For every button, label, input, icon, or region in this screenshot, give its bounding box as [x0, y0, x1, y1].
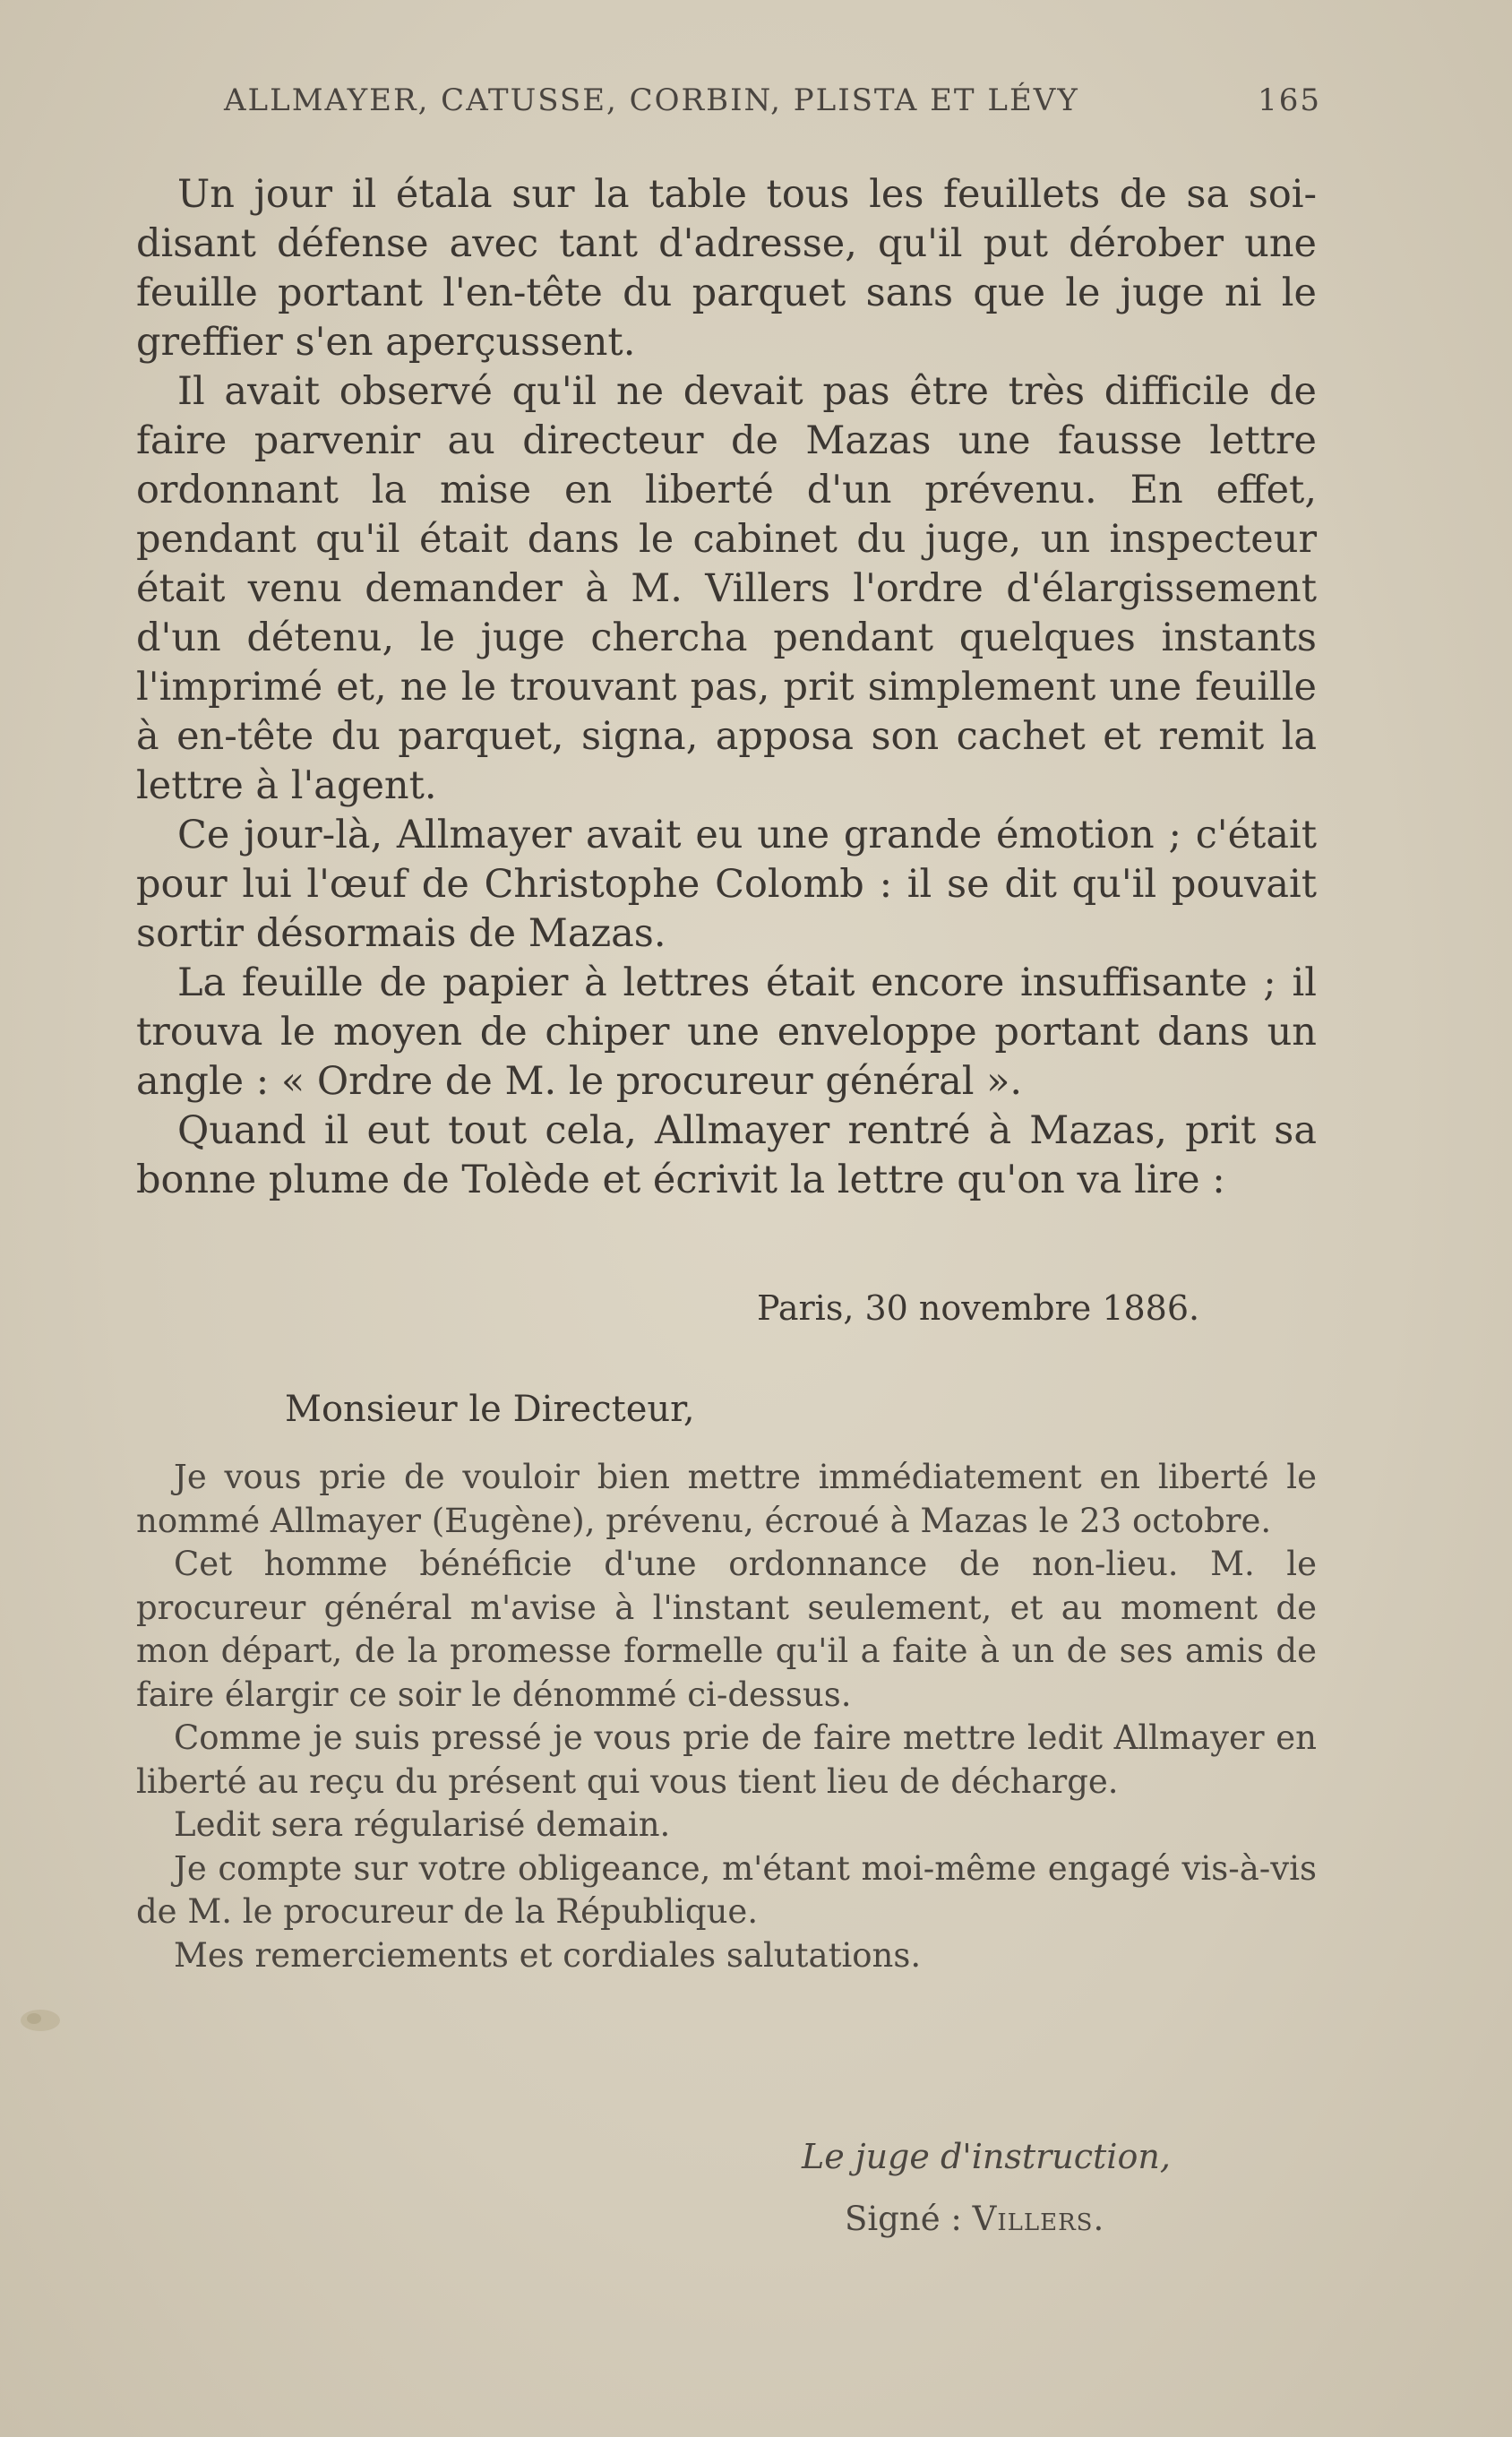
- letter-paragraph: Je compte sur votre obligeance, m'étant moi-même engagé vis-à-vis de M. le procureur de la République.: [136, 1848, 1317, 1931]
- quoted-letter: [136, 1456, 1317, 1977]
- letter-closing-title: Le juge d'instruction,: [802, 2137, 1171, 2176]
- letter-paragraph: Mes remerciements et cordiales salutations.: [174, 1935, 922, 1975]
- body-text: [136, 170, 1317, 1205]
- body-paragraph: Quand il eut tout cela, Allmayer rentré à Mazas, prit sa bonne plume de Tolède et écrivit la lettre qu'on va lire :: [136, 1108, 1317, 1202]
- page-header: [224, 82, 1321, 118]
- running-title: ALLMAYER, CATUSSE, CORBIN, PLISTA ET LÉVY: [224, 82, 1079, 118]
- letter-paragraph: Cet homme bénéficie d'une ordonnance de non-lieu. M. le procureur général m'avise à l'instant seulement, et au moment de mon départ, de la promesse formelle qu'il a faite à un de ses amis de faire élargir ce soir le dénommé ci-dessus.: [136, 1545, 1317, 1714]
- body-paragraph: La feuille de papier à lettres était encore insuffisante ; il trouva le moyen de chiper une enveloppe portant dans un angle : « Ordre de M. le procureur général ».: [136, 960, 1317, 1104]
- letter-paragraph: Comme je suis pressé je vous prie de faire mettre ledit Allmayer en liberté au reçu du présent qui vous tient lieu de décharge.: [136, 1718, 1317, 1801]
- body-paragraph: Ce jour-là, Allmayer avait eu une grande émotion ; c'était pour lui l'œuf de Christophe Colomb : il se dit qu'il pouvait sortir désormais de Mazas.: [136, 813, 1317, 956]
- signature-name: Villers.: [972, 2200, 1105, 2238]
- paper-stain-icon: [16, 2002, 65, 2038]
- letter-paragraph: Je vous prie de vouloir bien mettre immédiatement en liberté le nommé Allmayer (Eugène), prévenu, écroué à Mazas le 23 octobre.: [136, 1458, 1317, 1540]
- page-number: 165: [1258, 82, 1321, 118]
- letter-signature: [845, 2200, 1104, 2238]
- body-paragraph: Il avait observé qu'il ne devait pas être très difficile de faire parvenir au directeur de Mazas une fausse lettre ordonnant la mise en liberté d'un prévenu. En effet, pendant qu'il était dans le cabinet du juge, un inspecteur était venu demander à M. Villers l'ordre d'élargissement d'un détenu, le juge chercha pendant quelques instants l'imprimé et, ne le trouvant pas, prit simplement une feuille à en-tête du parquet, signa, apposa son cachet et remit la lettre à l'agent.: [136, 369, 1317, 808]
- letter-dateline: Paris, 30 novembre 1886.: [757, 1288, 1200, 1328]
- letter-salutation: Monsieur le Directeur,: [285, 1389, 695, 1430]
- letter-paragraph: Ledit sera régularisé demain.: [174, 1805, 671, 1844]
- signature-label: Signé :: [845, 2200, 962, 2238]
- body-paragraph: Un jour il étala sur la table tous les feuillets de sa soi-disant défense avec tant d'adresse, qu'il put dérober une feuille portant l'en-tête du parquet sans que le juge ni le greffier s'en aperçussent.: [136, 172, 1317, 365]
